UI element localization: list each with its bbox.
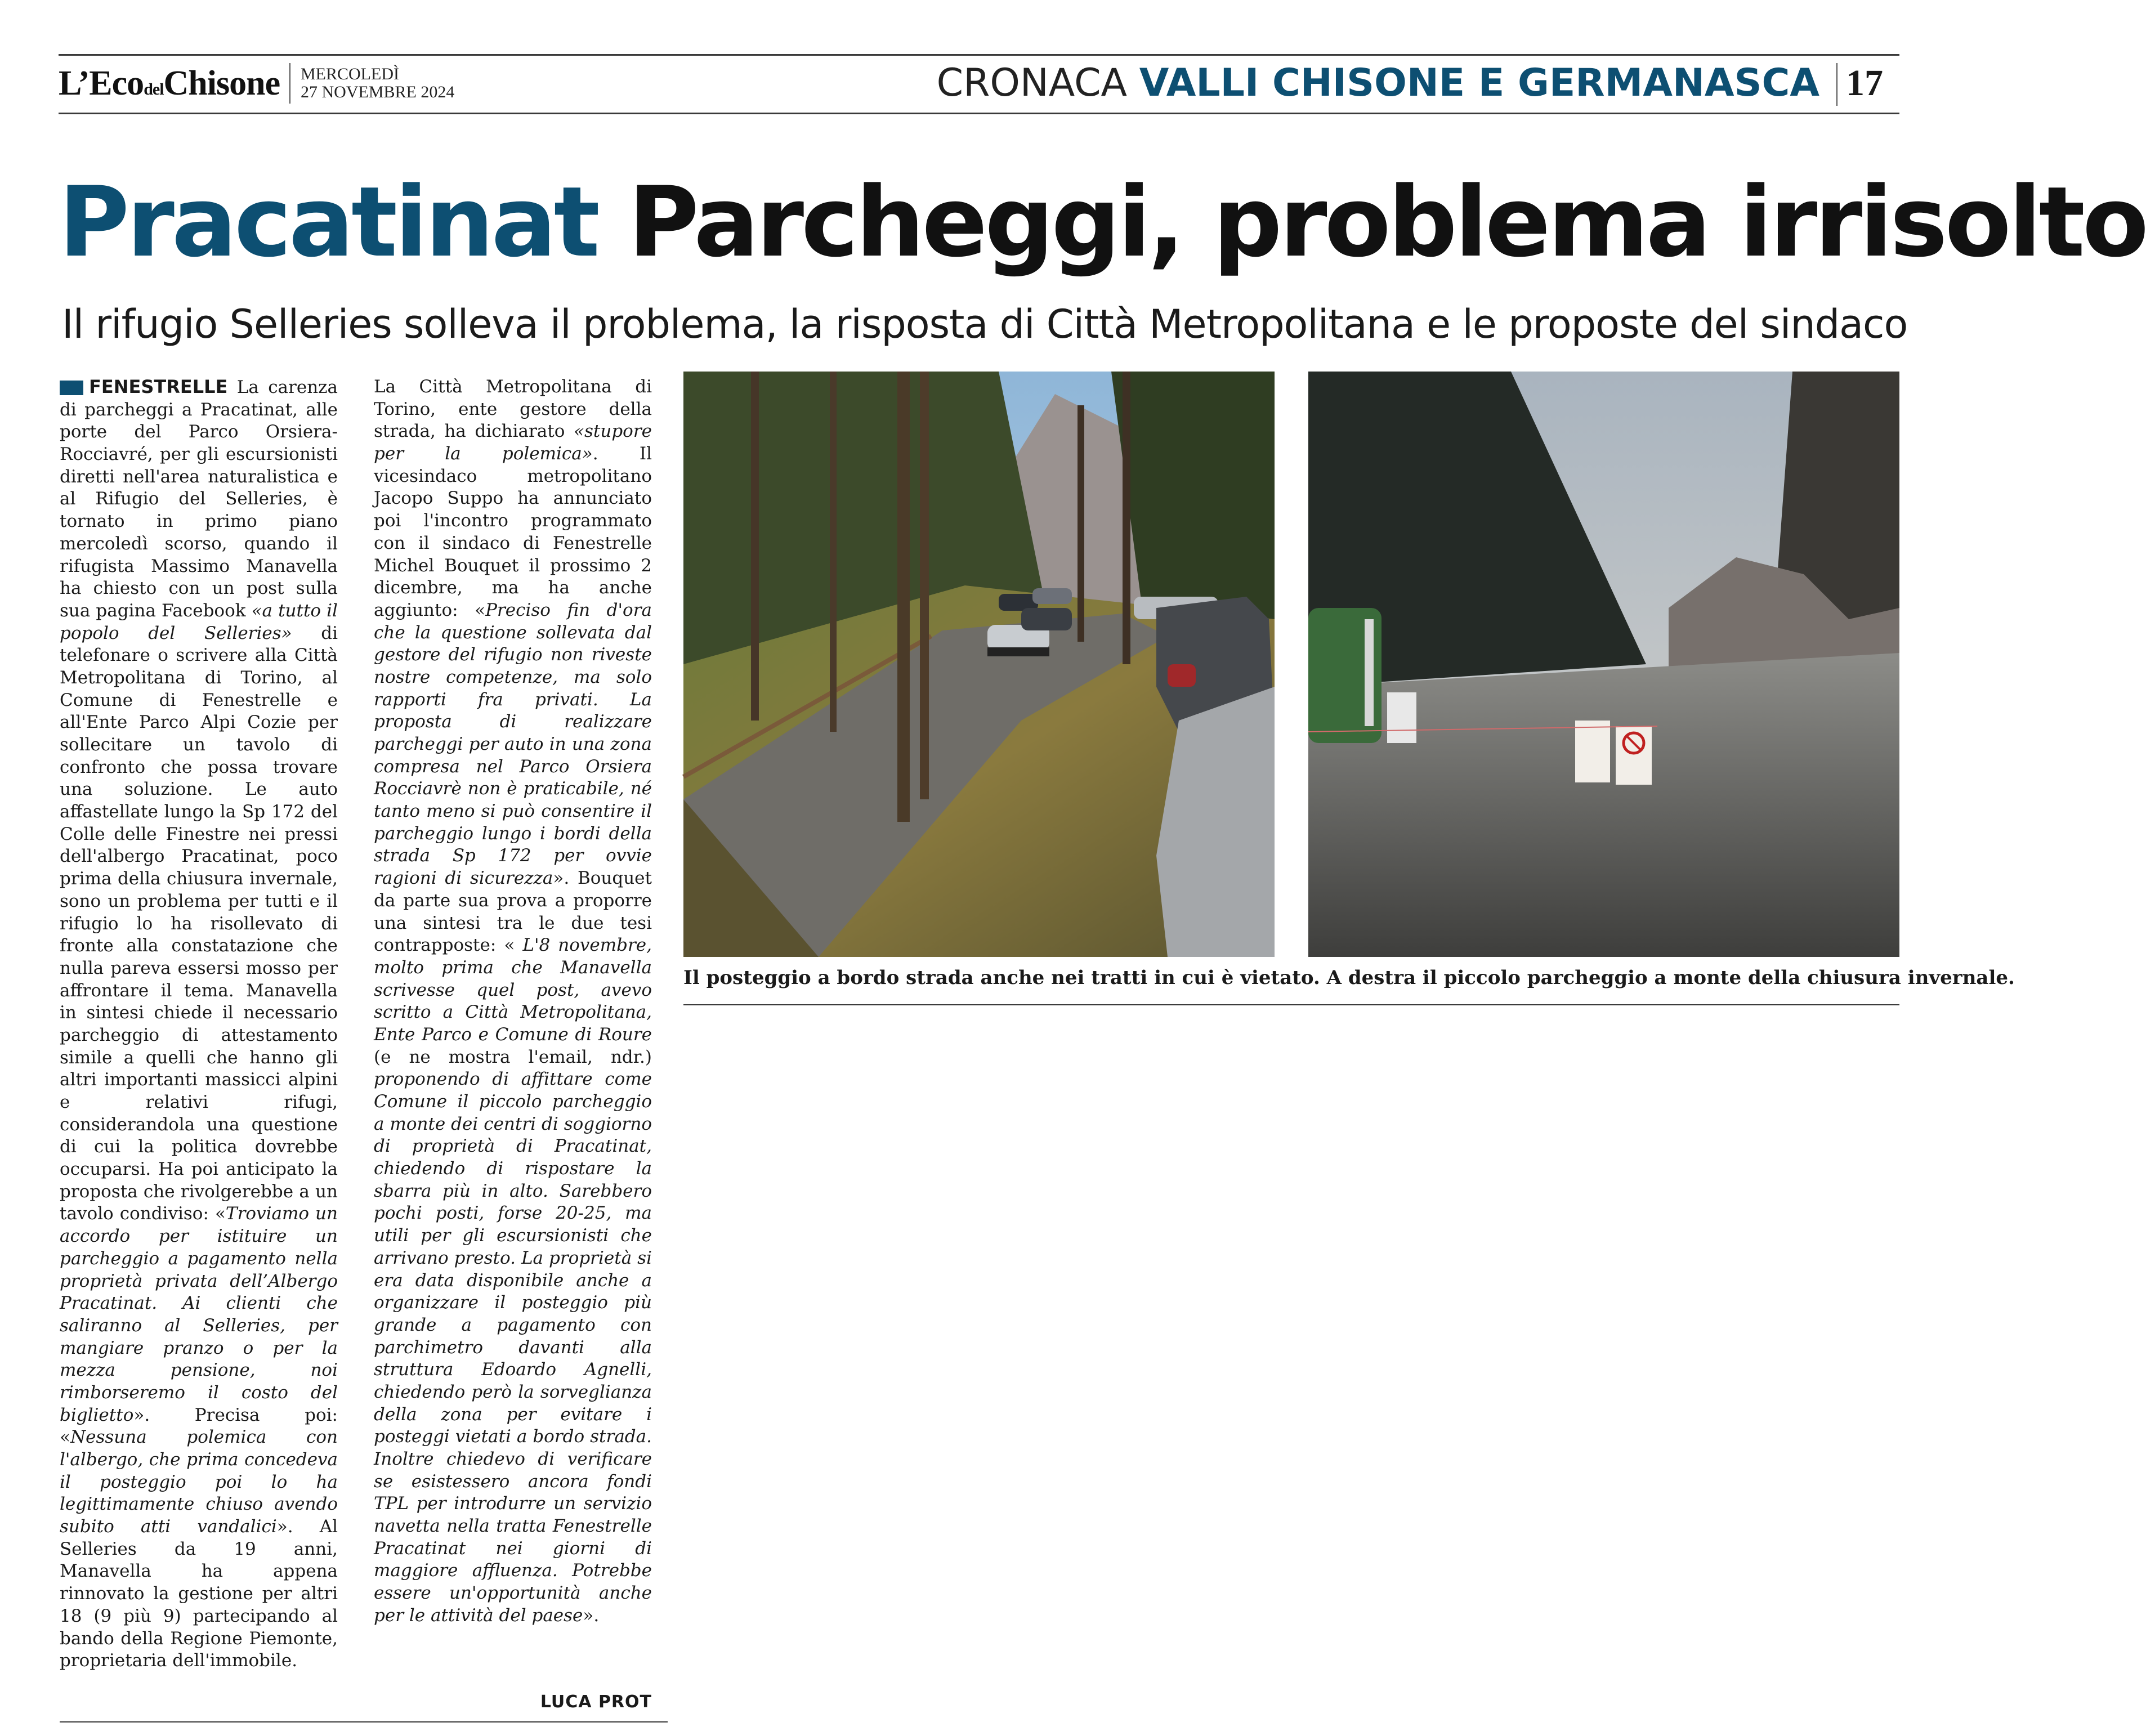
- section-label: CRONACA: [936, 61, 1128, 105]
- column-1-bottom-rule: [60, 1721, 668, 1722]
- issue-date-text: 27 NOVEMBRE 2024: [301, 83, 455, 101]
- photo-roadside-parking: [683, 372, 1275, 957]
- column-2-text-segment: La Città Metropolitana di Torino, ente gestore della strada, ha dichiarato: [374, 377, 652, 442]
- headline: [59, 163, 2146, 281]
- article-column-1: [60, 376, 338, 1672]
- column-1-text-segment: Troviamo un accordo per istituire un parcheggio a pagamento nella proprietà privata dell’Albergo Pracatinat. Ai clienti che saliranno al Selleries, per mangiare pranzo o per la mezza pensione, noi rimborseremo il costo del biglietto: [60, 1203, 338, 1425]
- dateline: [60, 376, 227, 397]
- column-2-text-segment: ». Bouquet da parte sua prova a proporre una sintesi tra le due tesi contrapposte: «: [374, 868, 652, 956]
- byline: LUCA PROT: [540, 1692, 652, 1712]
- photo-caption: Il posteggio a bordo strada anche nei tratti in cui è vietato. A destra il piccolo parcheggio a monte della chiusura invernale.: [683, 967, 2015, 989]
- page-number: 17: [1846, 62, 1883, 104]
- headline-kicker: Pracatinat: [59, 165, 597, 279]
- masthead-separator: [289, 63, 290, 104]
- masthead-bottom-rule: [59, 113, 1899, 114]
- top-rule: [59, 54, 1899, 56]
- section-header: [937, 59, 1819, 108]
- column-1-text-segment: Nessuna polemica con l'albergo, che prima concedeva il posteggio poi lo ha legittimamente chiuso avendo subito atti vandalici: [60, 1427, 338, 1537]
- column-1-text-segment: di telefonare o scrivere alla Città Metropolitana di Torino, al Comune di Fenestrelle e all'Ente Parco Alpi Cozie per sollecitare un tavolo di confronto che possa trovare una soluzione. Le auto affastellate lungo la Sp 172 del Colle delle Finestre nei pressi dell'albergo Pracatinat, poco prima della chiusura invernale, sono un problema per tutti e il rifugio lo ha risollevato di fronte alla constatazione che nulla pareva essersi mosso per affrontare il tema. Manavella in sintesi chiede il necessario parcheggio di attestamento simile a quelli che hanno gli altri importanti massicci alpini e relativi rifugi, considerandola una questione di cui la politica dovrebbe occuparsi. Ha poi anticipato la proposta che rivolgerebbe a un tavolo condiviso: «: [60, 623, 338, 1224]
- caption-bottom-rule: [683, 1004, 1899, 1005]
- issue-weekday: MERCOLEDÌ: [301, 65, 399, 83]
- dateline-marker: [60, 381, 83, 395]
- dateline-text: FENESTRELLE: [89, 376, 228, 397]
- column-1-text-segment: ». Precisa poi: «: [60, 1404, 338, 1448]
- column-2-text-segment: . Il vicesindaco metropolitano Jacopo Suppo ha annunciato poi l'incontro programmato con il sindaco di Fenestrelle Michel Bouquet il prossimo 2 dicembre, ma ha anche aggiunto: «: [374, 444, 652, 620]
- photo-small-parking-lot: [1308, 372, 1899, 957]
- headline-main: Parcheggi, problema irrisolto: [628, 165, 2146, 279]
- column-2-paragraph: [374, 376, 652, 1627]
- column-2-text-segment: ».: [583, 1605, 600, 1626]
- newspaper-logo: L’EcodelChisone: [59, 64, 280, 102]
- issue-date: [301, 65, 454, 101]
- column-2-text-segment: (e ne mostra l'email, ndr.): [374, 1046, 652, 1067]
- column-1-text-segment: La carenza di parcheggi a Pracatinat, alle porte del Parco Orsiera-Rocciavré, per gli escursionisti diretti nell'area naturalistica e al Rifugio del Selleries, è tornato in primo piano mercoledì scorso, quando il rifugista Massimo Manavella ha chiesto con un post sulla sua pagina Facebook: [60, 377, 338, 621]
- photo-roadside-parking-image: [683, 372, 1275, 957]
- subtitle: Il rifugio Selleries solleva il problema, la risposta di Città Metropolitana e le proposte del sindaco: [62, 301, 1908, 347]
- column-1-text-segment: ». Al Selleries da 19 anni, Manavella ha appena rinnovato la gestione per altri 18 (9 più 9) partecipando al bando della Regione Piemonte, proprietaria dell'immobile.: [60, 1516, 338, 1671]
- column-2-text-segment: Preciso fin d'ora che la questione sollevata dal gestore del rifugio non riveste nostre competenze, ma solo rapporti fra privati. La proposta di realizzare parcheggi per auto in una zona compresa nel Parco Orsiera Rocciavrè non è praticabile, né tanto meno si può consentire il parcheggio lungo i bordi della strada Sp 172 per ovvie ragioni di sicurezza: [374, 599, 652, 889]
- column-2-text-segment: «stupore per la polemica»: [374, 421, 652, 464]
- column-2-text-segment: proponendo di affittare come Comune il piccolo parcheggio a monte dei centri di soggiorno di proprietà di Pracatinat, chiedendo di rispostare la sbarra più in alto. Sarebbero pochi posti, forse 20-25, ma utili per gli escursionisti che arrivano presto. La proprietà si era data disponibile anche a organizzare il posteggio più grande a pagamento con parchimetro davanti alla struttura Edoardo Agnelli, chiedendo però la sorveglianza della zona per evitare i posteggi vietati a bordo strada. Inoltre chiedevo di verificare se esistessero ancora fondi TPL per introdurre un servizio navetta nella tratta Fenestrelle Pracatinat nei giorni di maggiore affluenza. Potrebbe essere un'opportunità anche per le attività del paese: [374, 1069, 652, 1626]
- column-2-text-segment: L'8 novembre, molto prima che Manavella scrivesse quel post, avevo scritto a Città Metropolitana, Ente Parco e Comune di Roure: [374, 935, 652, 1045]
- column-1-text-segment: «a tutto il popolo del Selleries»: [60, 600, 338, 643]
- article-column-2: [374, 376, 652, 1627]
- photo-small-parking-lot-image: [1308, 372, 1899, 957]
- section-name: VALLI CHISONE E GERMANASCA: [1139, 61, 1819, 105]
